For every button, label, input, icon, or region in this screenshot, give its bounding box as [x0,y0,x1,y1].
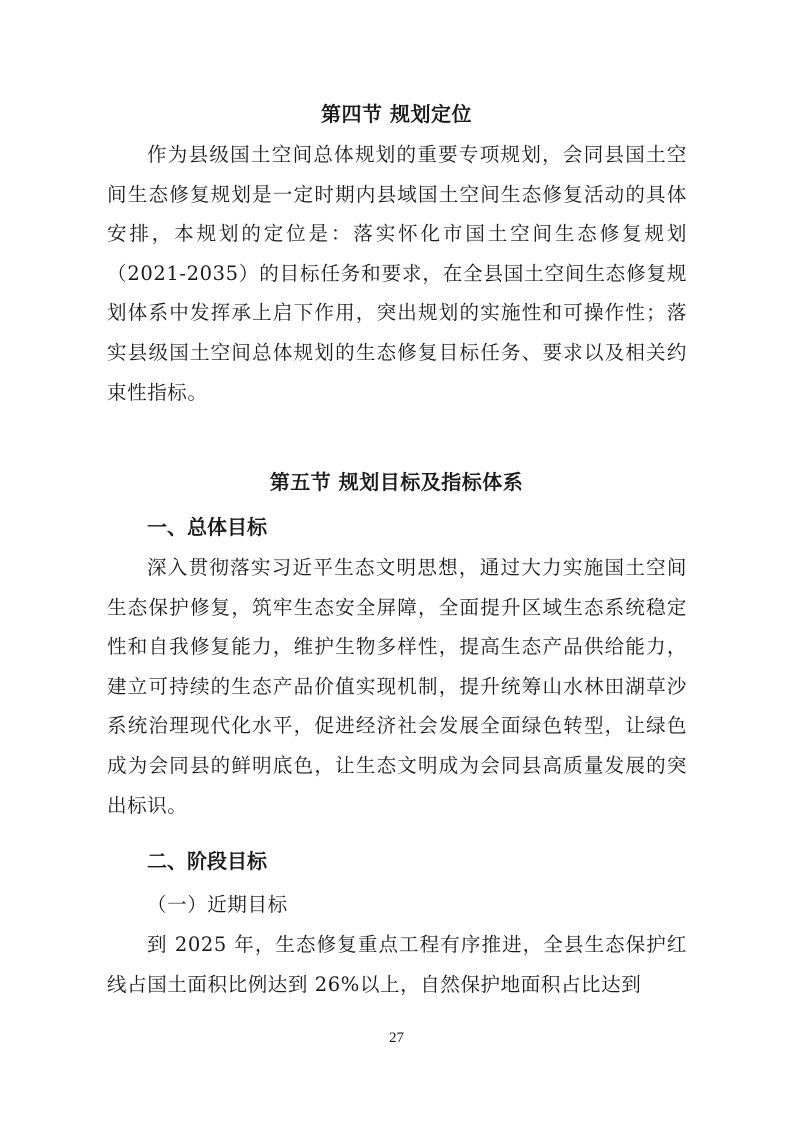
section-4-heading: 第四节 规划定位 [321,102,472,126]
near-term-goal-paragraph: 到 2025 年，生态修复重点工程有序推进，全县生态保护红线占国土面积比例达到 26%以上，自然保护地面积占比达到 [107,933,687,996]
near-term-goal-label: （一）近期目标 [147,893,288,916]
section-5-heading: 第五节 规划目标及指标体系 [269,470,524,494]
section-4-paragraph: 作为县级国土空间总体规划的重要专项规划，会同县国土空间生态修复规划是一定时期内县域国土空间生态修复活动的具体安排，本规划的定位是：落实怀化市国土空间生态修复规划（2021-2035）的目标任务和要求，在全县国土空间生态修复规划体系中发挥承上启下作用，突出规划的实施性和可操作性；落实县级国土空间总体规划的生态修复目标任务、要求以及相关约束性指标。 [107,143,687,404]
page-number: 27 [389,1030,404,1046]
subsection-overall-goal-heading: 一、总体目标 [147,515,267,539]
subsection-phase-goal-heading: 二、阶段目标 [147,849,267,873]
overall-goal-paragraph: 深入贯彻落实习近平生态文明思想，通过大力实施国土空间生态保护修复，筑牢生态安全屏障，全面提升区域生态系统稳定性和自我修复能力，维护生物多样性，提高生态产品供给能力，建立可持续的生态产品价值实现机制，提升统筹山水林田湖草沙系统治理现代化水平，促进经济社会发展全面绿色转型，让绿色成为会同县的鲜明底色，让生态文明成为会同县高质量发展的突出标识。 [107,556,687,817]
